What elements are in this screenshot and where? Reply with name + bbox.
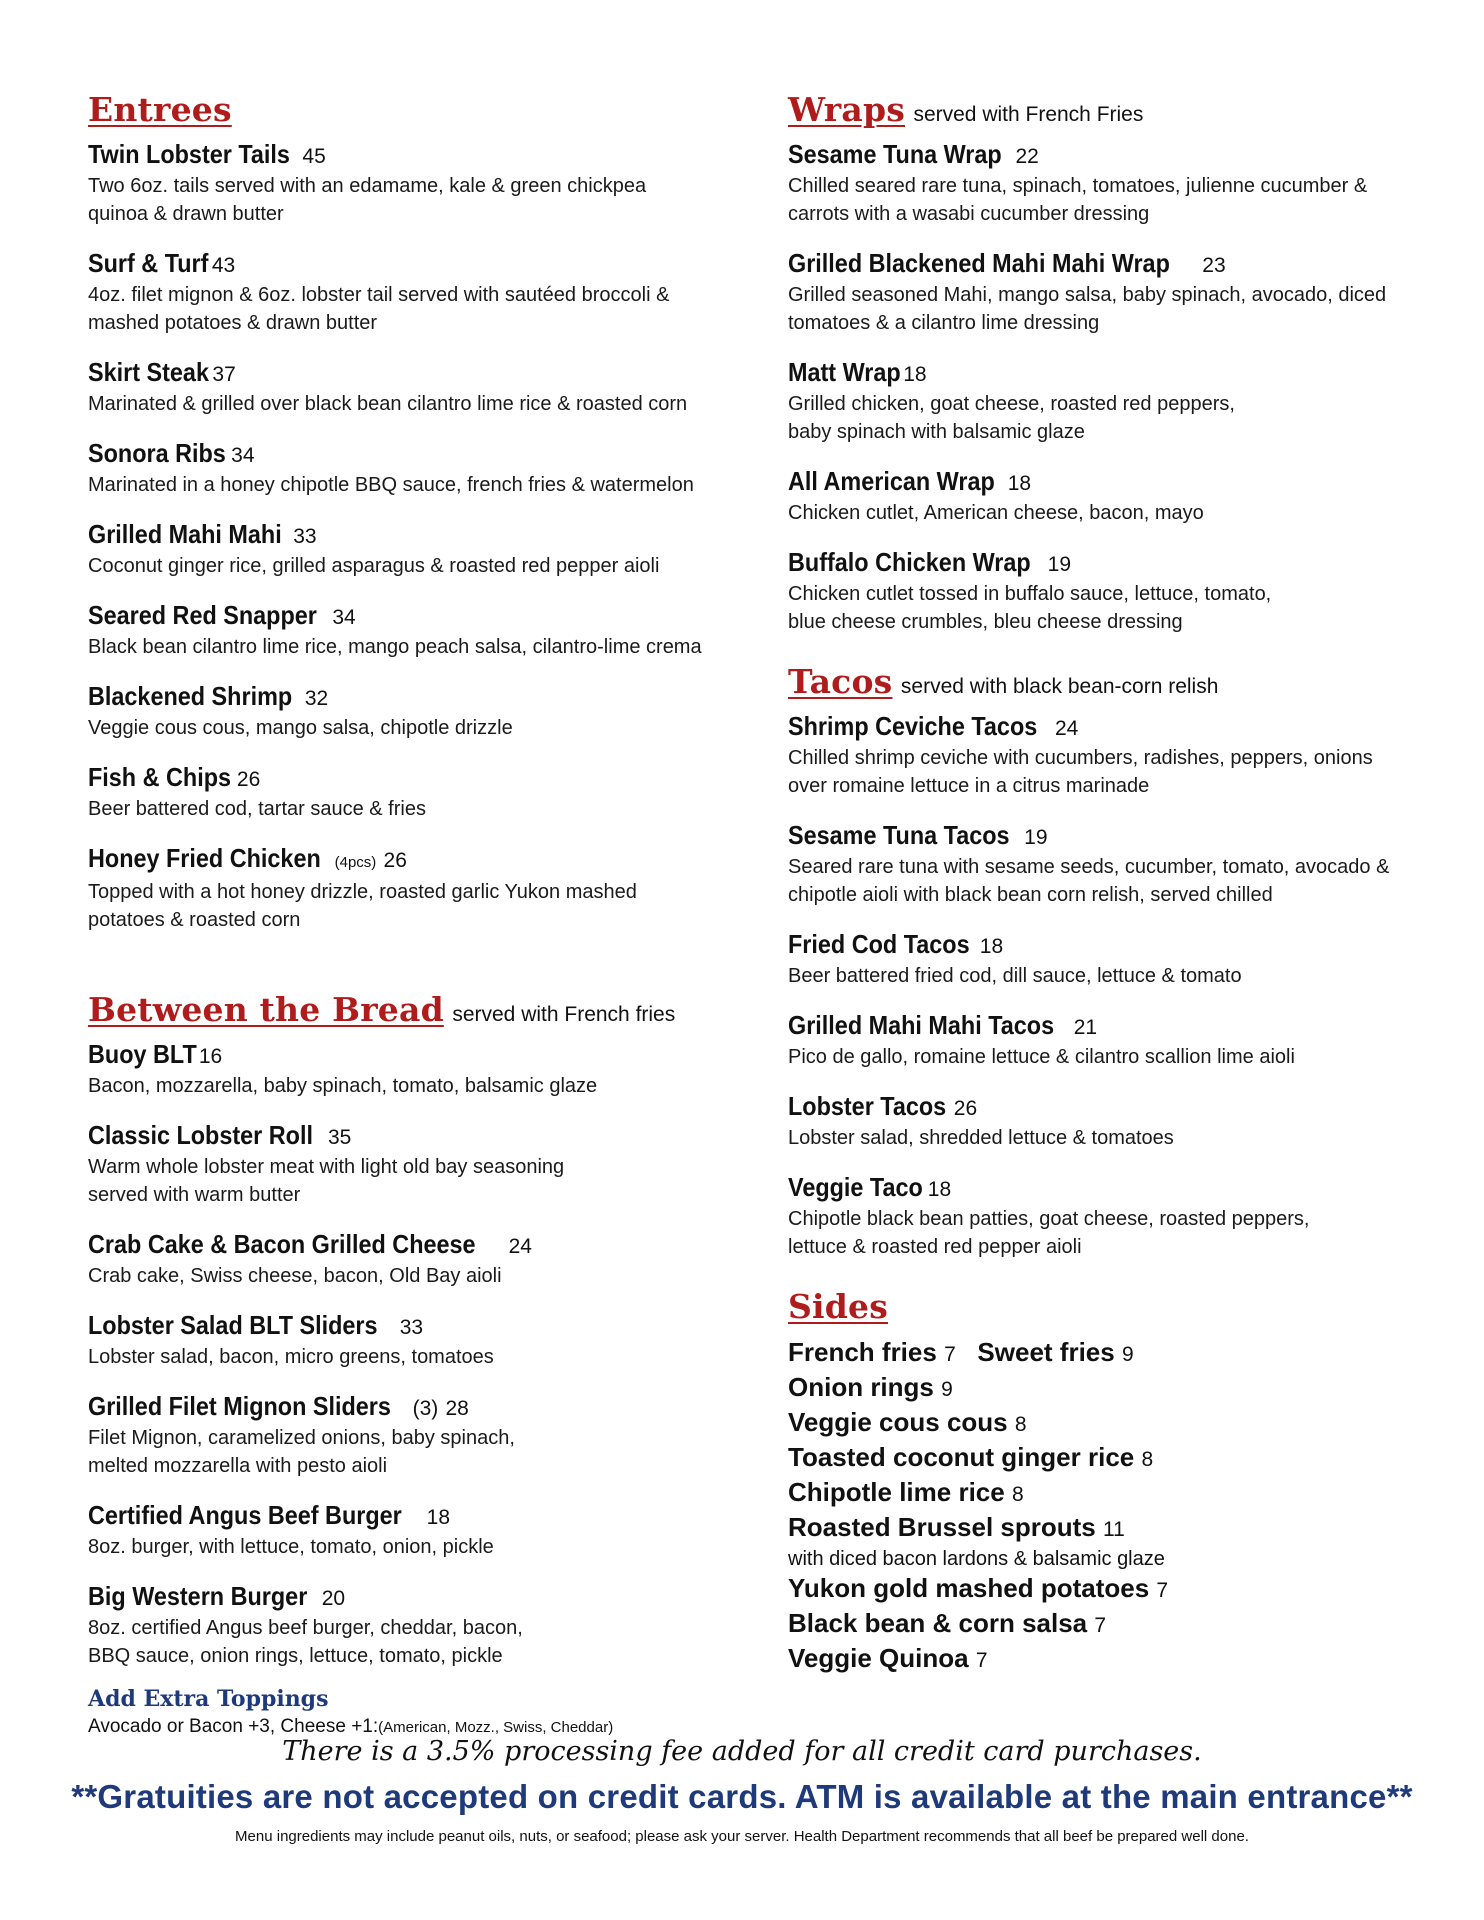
menu-item-price: 19 (1024, 826, 1048, 849)
menu-item-price: 18 (927, 1178, 952, 1201)
menu-item (788, 1091, 1428, 1152)
menu-item-name: Grilled Mahi Mahi (88, 519, 282, 549)
menu-item-description: Black bean cilantro lime rice, mango peach salsa, cilantro-lime crema (88, 636, 702, 658)
menu-item-description: 4oz. filet mignon & 6oz. lobster tail served with sautéed broccoli & mashed potatoes & drawn butter (88, 284, 670, 334)
entrees-header (88, 90, 728, 137)
side-name: Roasted Brussel sprouts (788, 1512, 1096, 1542)
menu-item-name: Grilled Mahi Mahi Tacos (788, 1010, 1055, 1040)
menu-item-price: 24 (508, 1235, 532, 1258)
menu-item-description: Chicken cutlet tossed in buffalo sauce, lettuce, tomato, blue cheese crumbles, bleu cheese dressing (788, 583, 1272, 633)
menu-item-price: 19 (1047, 553, 1072, 576)
menu-item-description: Filet Mignon, caramelized onions, baby spinach, melted mozzarella with pesto aioli (88, 1427, 515, 1477)
health-note: Menu ingredients may include peanut oils, nuts, or seafood; please ask your server. Health Department recommends that all beef be prepared well done. (235, 1828, 1249, 1845)
menu-item (788, 357, 1428, 446)
menu-item-description: Lobster salad, shredded lettuce & tomatoes (788, 1127, 1174, 1149)
menu-item-description: Chilled seared rare tuna, spinach, tomatoes, julienne cucumber & carrots with a wasabi cucumber dressing (788, 175, 1368, 225)
side-price: 7 (1156, 1579, 1169, 1602)
menu-item (788, 139, 1428, 228)
menu-item-price: 26 (953, 1097, 978, 1120)
menu-item-price: 35 (327, 1126, 352, 1149)
menu-item (88, 1500, 728, 1561)
left-column (88, 90, 728, 1741)
tacos-header (788, 662, 1428, 709)
wraps-subtitle: served with French Fries (913, 103, 1144, 126)
menu-item-price: 26 (236, 768, 261, 791)
menu-item-description: Beer battered fried cod, dill sauce, lettuce & tomato (788, 965, 1242, 987)
side-item (788, 1371, 1428, 1406)
menu-item (88, 1039, 728, 1100)
side-item (788, 1642, 1428, 1677)
menu-item (88, 1391, 728, 1480)
side-price: 8 (1011, 1483, 1024, 1506)
menu-item-price: 23 (1202, 254, 1226, 277)
side-item (788, 1476, 1428, 1511)
menu-item-description: Chipotle black bean patties, goat cheese, roasted peppers, lettuce & roasted red pepper aioli (788, 1208, 1310, 1258)
menu-item-name: All American Wrap (788, 466, 995, 496)
sides-header (788, 1287, 1428, 1334)
bread-header (88, 990, 728, 1037)
side-note: with diced bacon lardons & balsamic glaze (788, 1548, 1165, 1570)
menu-item-price: 43 (211, 254, 236, 277)
menu-item-name: Shrimp Ceviche Tacos (788, 711, 1038, 741)
tacos-list (788, 711, 1428, 1261)
extra-toppings-cheeses: (American, Mozz., Swiss, Cheddar) (378, 1719, 614, 1736)
menu-item-name: Blackened Shrimp (88, 681, 293, 711)
menu-item-price: 32 (304, 687, 329, 710)
menu-item-name: Matt Wrap (788, 357, 901, 387)
menu-item-description: 8oz. burger, with lettuce, tomato, onion, pickle (88, 1536, 494, 1558)
side-name: Yukon gold mashed potatoes (788, 1573, 1150, 1603)
menu-item-price: 18 (903, 363, 927, 386)
menu-item-price: 20 (321, 1587, 346, 1610)
bread-list (88, 1039, 728, 1670)
menu-item (88, 600, 728, 661)
menu-item-description: 8oz. certified Angus beef burger, cheddar, bacon, BBQ sauce, onion rings, lettuce, tomato, pickle (88, 1617, 523, 1667)
menu-item-name: Classic Lobster Roll (88, 1120, 313, 1150)
menu-item-description: Marinated in a honey chipotle BBQ sauce, french fries & watermelon (88, 474, 694, 496)
menu-item (88, 248, 728, 337)
side-price: 9 (941, 1378, 953, 1401)
menu-item (788, 466, 1428, 527)
menu-item-price: 37 (212, 363, 236, 386)
side-price: 11 (1102, 1518, 1125, 1541)
menu-item-description: Coconut ginger rice, grilled asparagus & roasted red pepper aioli (88, 555, 660, 577)
menu-item-description: Grilled seasoned Mahi, mango salsa, baby spinach, avocado, diced tomatoes & a cilantro lime dressing (788, 284, 1387, 334)
menu-item-name: Big Western Burger (88, 1581, 308, 1611)
menu-item-name: Certified Angus Beef Burger (88, 1500, 402, 1530)
side-name: Chipotle lime rice (788, 1477, 1005, 1507)
side-name: French fries (788, 1337, 937, 1367)
menu-item-qty: (4pcs) (334, 854, 377, 871)
menu-item-name: Skirt Steak (88, 357, 209, 387)
side-name: Veggie Quinoa (788, 1643, 969, 1673)
menu-item-name: Honey Fried Chicken (88, 843, 321, 873)
menu-item-price: 34 (231, 444, 255, 467)
tacos-subtitle: served with black bean-corn relish (900, 675, 1219, 698)
right-column (788, 90, 1428, 1677)
extra-toppings-title: Add Extra Toppings (88, 1686, 329, 1712)
side-price: 7 (1094, 1614, 1107, 1637)
menu-item-description: Topped with a hot honey drizzle, roasted garlic Yukon mashed potatoes & roasted corn (88, 881, 637, 931)
side-price: 8 (1141, 1448, 1154, 1471)
side-price: 8 (1014, 1413, 1027, 1436)
menu-item (88, 519, 728, 580)
menu-item (88, 139, 728, 228)
side-price: 9 (1121, 1343, 1134, 1366)
processing-fee-notice: There is a 3.5% processing fee added for all credit card purchases. (282, 1736, 1202, 1767)
side-name: Onion rings (788, 1372, 934, 1402)
menu-item-name: Sesame Tuna Tacos (788, 820, 1010, 850)
sides-list (788, 1371, 1428, 1677)
menu-item-description: Grilled chicken, goat cheese, roasted red peppers, baby spinach with balsamic glaze (788, 393, 1235, 443)
menu-item-price: 24 (1054, 717, 1079, 740)
menu-item (88, 1120, 728, 1209)
menu-item (788, 820, 1428, 909)
menu-item-description: Chicken cutlet, American cheese, bacon, mayo (788, 502, 1204, 524)
wraps-title: Wraps (788, 90, 905, 129)
menu-item-description: Beer battered cod, tartar sauce & fries (88, 798, 426, 820)
menu-item-price: 22 (1015, 145, 1039, 168)
menu-item (88, 357, 728, 418)
menu-item-price: 16 (198, 1045, 223, 1068)
sides-title: Sides (788, 1287, 889, 1326)
menu-item (788, 547, 1428, 636)
menu-item-description: Veggie cous cous, mango salsa, chipotle drizzle (88, 717, 513, 739)
menu-item-name: Grilled Filet Mignon Sliders (88, 1391, 391, 1421)
menu-item-name: Veggie Taco (788, 1172, 923, 1202)
menu-item-price: 34 (332, 606, 356, 629)
menu-item-name: Grilled Blackened Mahi Mahi Wrap (788, 248, 1170, 278)
menu-item-name: Sonora Ribs (88, 438, 226, 468)
side-item (788, 1441, 1428, 1476)
menu-item (88, 438, 728, 499)
menu-item-name: Fish & Chips (88, 762, 232, 792)
side-item (788, 1406, 1428, 1441)
entrees-list (88, 139, 728, 934)
menu-item (788, 1172, 1428, 1261)
bread-subtitle: served with French fries (452, 1003, 676, 1026)
menu-item-name: Surf & Turf (88, 248, 209, 278)
menu-item-description: Lobster salad, bacon, micro greens, tomatoes (88, 1346, 494, 1368)
menu-item (788, 929, 1428, 990)
menu-item-price: 33 (399, 1316, 424, 1339)
side-item (788, 1607, 1428, 1642)
menu-item-price: 28 (445, 1397, 469, 1420)
menu-item-description: Warm whole lobster meat with light old bay seasoning served with warm butter (88, 1156, 565, 1206)
menu-item-price: 18 (426, 1506, 450, 1529)
menu-item-name: Seared Red Snapper (88, 600, 317, 630)
bread-title: Between the Bread (88, 990, 444, 1029)
menu-item-name: Lobster Salad BLT Sliders (88, 1310, 378, 1340)
side-name: Black bean & corn salsa (788, 1608, 1088, 1638)
menu-item (88, 762, 728, 823)
menu-item-description: Two 6oz. tails served with an edamame, kale & green chickpea quinoa & drawn butter (88, 175, 647, 225)
menu-item-description: Seared rare tuna with sesame seeds, cucumber, tomato, avocado & chipotle aioli with black bean corn relish, served chilled (788, 856, 1390, 906)
menu-item (788, 1010, 1428, 1071)
menu-item-name: Buffalo Chicken Wrap (788, 547, 1031, 577)
sides-first-line (788, 1336, 1428, 1371)
side-price: 7 (975, 1649, 988, 1672)
menu-item-name: Lobster Tacos (788, 1091, 947, 1121)
menu-item (88, 1310, 728, 1371)
menu-item-name: Fried Cod Tacos (788, 929, 970, 959)
menu-item-price: 18 (979, 935, 1004, 958)
menu-item-name: Twin Lobster Tails (88, 139, 290, 169)
menu-item-qty: (3) (412, 1397, 439, 1420)
menu-item (88, 681, 728, 742)
menu-item-description: Marinated & grilled over black bean cilantro lime rice & roasted corn (88, 393, 688, 415)
menu-item (788, 711, 1428, 800)
menu-item-price: 21 (1073, 1016, 1098, 1039)
menu-item-name: Sesame Tuna Wrap (788, 139, 1002, 169)
menu-item-description: Bacon, mozzarella, baby spinach, tomato, balsamic glaze (88, 1075, 598, 1097)
side-price: 7 (944, 1343, 956, 1366)
entrees-title: Entrees (88, 90, 232, 129)
side-name: Veggie cous cous (788, 1407, 1008, 1437)
menu-item-description: Pico de gallo, romaine lettuce & cilantro scallion lime aioli (788, 1046, 1295, 1068)
extra-toppings-text: Avocado or Bacon +3, Cheese +1: (88, 1716, 379, 1737)
menu-item (788, 248, 1428, 337)
menu-item-description: Crab cake, Swiss cheese, bacon, Old Bay aioli (88, 1265, 502, 1287)
wraps-list (788, 139, 1428, 636)
menu-item-price: 18 (1007, 472, 1032, 495)
side-item (788, 1572, 1428, 1607)
menu-item (88, 843, 728, 934)
menu-item-name: Crab Cake & Bacon Grilled Cheese (88, 1229, 476, 1259)
extra-toppings (88, 1684, 728, 1741)
wraps-header (788, 90, 1428, 137)
menu-item-price: 45 (302, 145, 326, 168)
side-name: Toasted coconut ginger rice (788, 1442, 1135, 1472)
menu-item-name: Buoy BLT (88, 1039, 197, 1069)
side-name: Sweet fries (977, 1337, 1115, 1367)
menu-item (88, 1581, 728, 1670)
menu-item-description: Chilled shrimp ceviche with cucumbers, radishes, peppers, onions over romaine lettuce in a citrus marinade (788, 747, 1373, 797)
menu-item-price: 26 (383, 849, 407, 872)
gratuity-notice: **Gratuities are not accepted on credit cards. ATM is available at the main entrance** (71, 1778, 1413, 1815)
side-item (788, 1511, 1428, 1546)
menu-item-price: 33 (293, 525, 317, 548)
tacos-title: Tacos (788, 662, 893, 701)
menu-item (88, 1229, 728, 1290)
